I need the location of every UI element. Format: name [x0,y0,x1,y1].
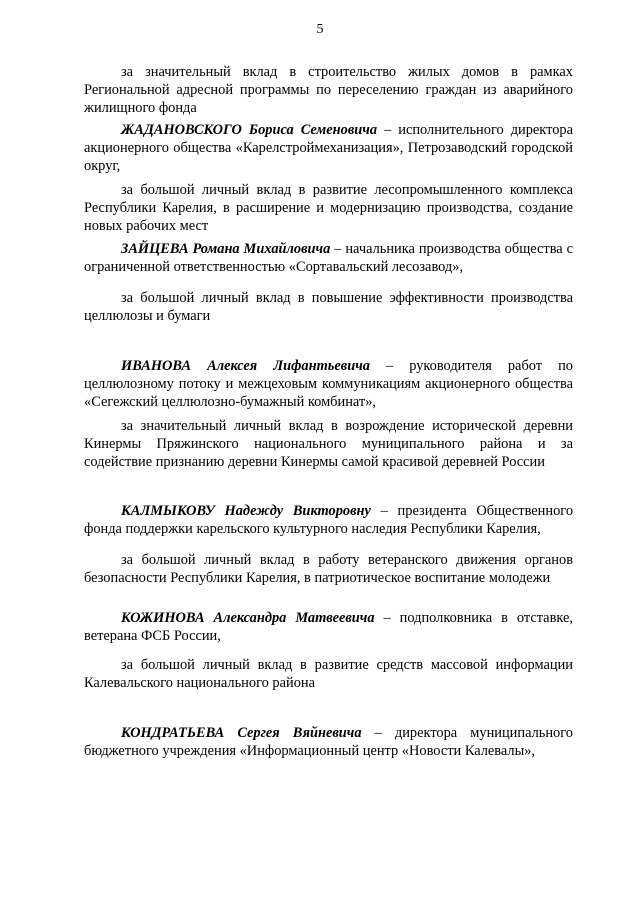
merit-paragraph-6: за большой личный вклад в развитие средств массовой информации Калевальского национального района [84,657,573,692]
nominee-position-4: – президента Общественного фонда поддержки карельского культурного наследия Республики Карелия, [84,503,574,538]
page-number: 5 [316,22,324,37]
nominee-position-5: – подполковника в отставке, ветерана ФСБ России, [84,610,573,645]
nominee-position-2: – начальника производства общества с ограниченной ответственностью «Сортавальский лесозавод», [84,241,573,276]
nominee-entry-4 [84,502,573,538]
nominee-name-6: КОНДРАТЬЕВА Сергея Вяйневича [121,725,362,741]
merit-paragraph-2: за большой личный вклад в развитие лесопромышленного комплекса Республики Карелия, в расширение и модернизацию производства, создание новых рабочих мест [84,182,573,235]
merit-paragraph-3: за большой личный вклад в повышение эффективности производства целлюлозы и бумаги [84,290,573,325]
nominee-entry-5 [84,609,573,645]
nominee-name-3: ИВАНОВА Алексея Лифантьевича [121,358,370,374]
nominee-entry-3 [84,357,573,412]
nominee-name-2: ЗАЙЦЕВА Романа Михайловича [121,241,331,257]
merit-paragraph-5: за большой личный вклад в работу ветеранского движения органов безопасности Республики Карелия, в патриотическое воспитание молодежи [84,552,573,587]
nominee-name-4: КАЛМЫКОВУ Надежду Викторовну [121,503,371,519]
nominee-name-5: КОЖИНОВА Александра Матвеевича [121,610,375,626]
nominee-name-1: ЖАДАНОВСКОГО Бориса Семеновича [121,122,378,138]
merit-paragraph-4: за значительный личный вклад в возрождение исторической деревни Кинермы Пряжинского национального муниципального района и за содействие признанию деревни Кинермы самой красивой деревней России [84,418,573,471]
nominee-entry-6 [84,724,573,760]
nominee-entry-2 [84,240,573,276]
nominee-position-6: – директора муниципального бюджетного учреждения «Информационный центр «Новости Калевалы», [84,725,573,760]
nominee-position-3: – руководителя работ по целлюлозному потоку и межцеховым коммуникациям акционерного общества «Сегежский целлюлозно-бумажный комбинат», [84,358,573,411]
nominee-entry-1 [84,121,573,176]
merit-paragraph-1: за значительный вклад в строительство жилых домов в рамках Региональной адресной программы по переселению граждан из аварийного жилищного фонда [84,64,573,117]
nominee-position-1: – исполнительного директора акционерного общества «Карелстроймеханизация», Петрозаводский городской округ, [84,122,573,175]
